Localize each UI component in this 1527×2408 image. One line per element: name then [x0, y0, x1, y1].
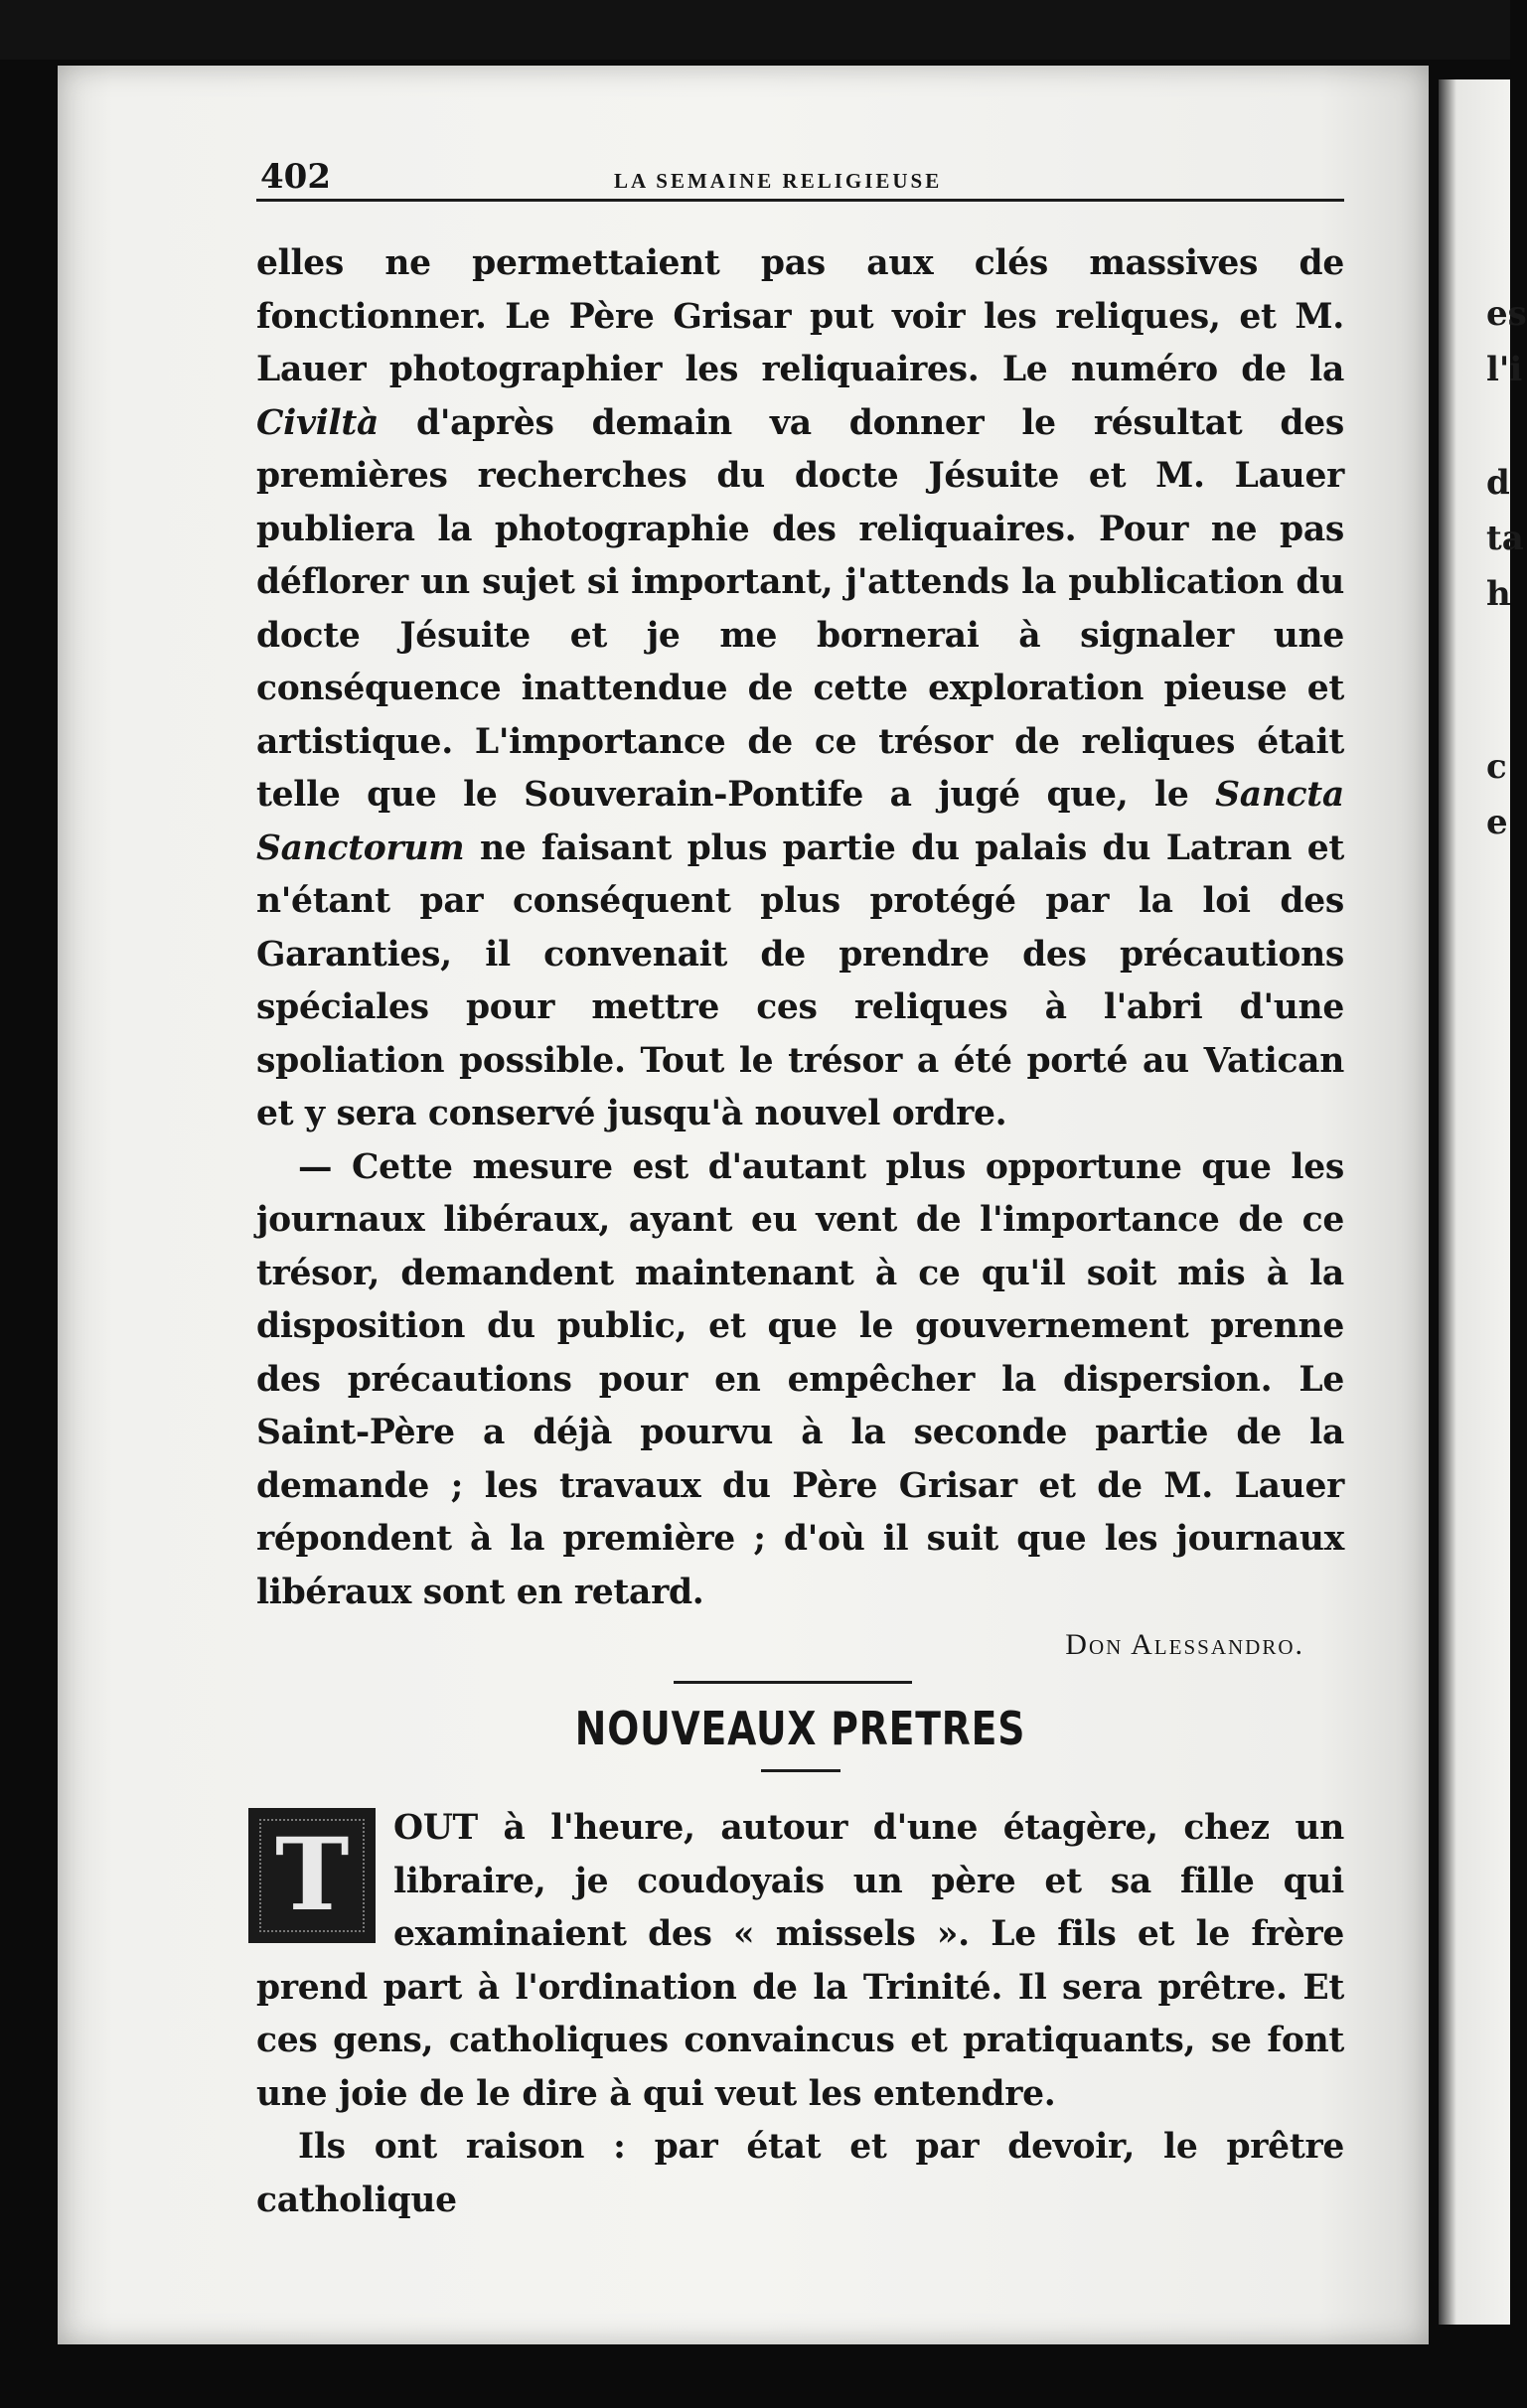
page-content	[256, 149, 1344, 2227]
text-run: d'après demain va donner le résultat des premières recherches du docte Jésuite et M. Lauer publiera la photographie des reliquaires. Pour ne pas déflorer un sujet si important, j'attends la publication du docte Jésuite et je me bornerai à signaler une conséquence inattendue de cette exploration pieuse et artistique. L'importance de ce trésor de reliques était telle que le Souverain-Pontife a jugé que, le	[256, 402, 1344, 815]
italic-text: Civiltà	[256, 402, 380, 443]
paragraph: OUT à l'heure, autour d'une étagère, chez un libraire, je coudoyais un père et sa fille qui examinaient des « missels ». Le fils et le frère prend part à l'ordination de la Trinité. Il sera prêtre. Et ces gens, catholiques convaincus et pratiquants, se font une joie de le dire à qui veut les entendre.	[256, 1808, 1344, 2114]
facing-page-fragment: e	[1486, 803, 1508, 842]
section-divider	[674, 1681, 912, 1684]
page-header	[256, 149, 1344, 202]
text-run: ne faisant plus partie du palais du Latran et n'étant par conséquent plus protégé par la loi des Garanties, il convenait de prendre des précautions spéciales pour mettre ces reliques à l'abri d'une spoliation possible. Tout le trésor a été porté au Vatican et y sera conservé jusqu'à nouvel ordre.	[256, 828, 1344, 1133]
text-run: elles ne permettaient pas aux clés massives de fonctionner. Le Père Grisar put voir les reliques, et M. Lauer photographier les reliquaires. Le numéro de la	[256, 243, 1344, 389]
facing-page-fragment: c	[1486, 747, 1507, 787]
facing-page-edge	[1439, 79, 1510, 2325]
drop-cap-initial	[248, 1808, 376, 1943]
facing-page-fragment: ta	[1486, 519, 1524, 558]
running-head: LA SEMAINE RELIGIEUSE	[614, 169, 943, 193]
italic-text: Sancta Sanctorum	[256, 775, 1344, 868]
facing-page-fragment: h	[1486, 574, 1511, 614]
facing-page-fragment: l'i	[1486, 350, 1523, 389]
author-signature: Don Alessandro.	[1065, 1628, 1304, 1661]
section-title: NOUVEAUX PRETRES	[574, 1702, 1026, 1755]
drop-cap-letter: T	[274, 1816, 350, 1934]
section-body	[256, 1802, 1344, 2227]
page-number: 402	[260, 157, 331, 197]
article-body	[256, 237, 1344, 1671]
paragraph	[256, 237, 1344, 1141]
paragraph: Ils ont raison : par état et par devoir, le prêtre catholique	[256, 2127, 1344, 2220]
facing-page-fragment: es	[1486, 294, 1527, 334]
facing-page-fragment: d	[1486, 463, 1510, 503]
scan-border	[0, 0, 1510, 60]
title-underline	[761, 1769, 840, 1772]
paragraph: — Cette mesure est d'autant plus opportune que les journaux libéraux, ayant eu vent de l'importance de ce trésor, demandent maintenant à ce qu'il soit mis à la disposition du public, et que le gouvernement prenne des précautions pour en empêcher la dispersion. Le Saint-Père a déjà pourvu à la seconde partie de la demande ; les travaux du Père Grisar et de M. Lauer répondent à la première ; d'où il suit que les journaux libéraux sont en retard.	[256, 1146, 1344, 1612]
